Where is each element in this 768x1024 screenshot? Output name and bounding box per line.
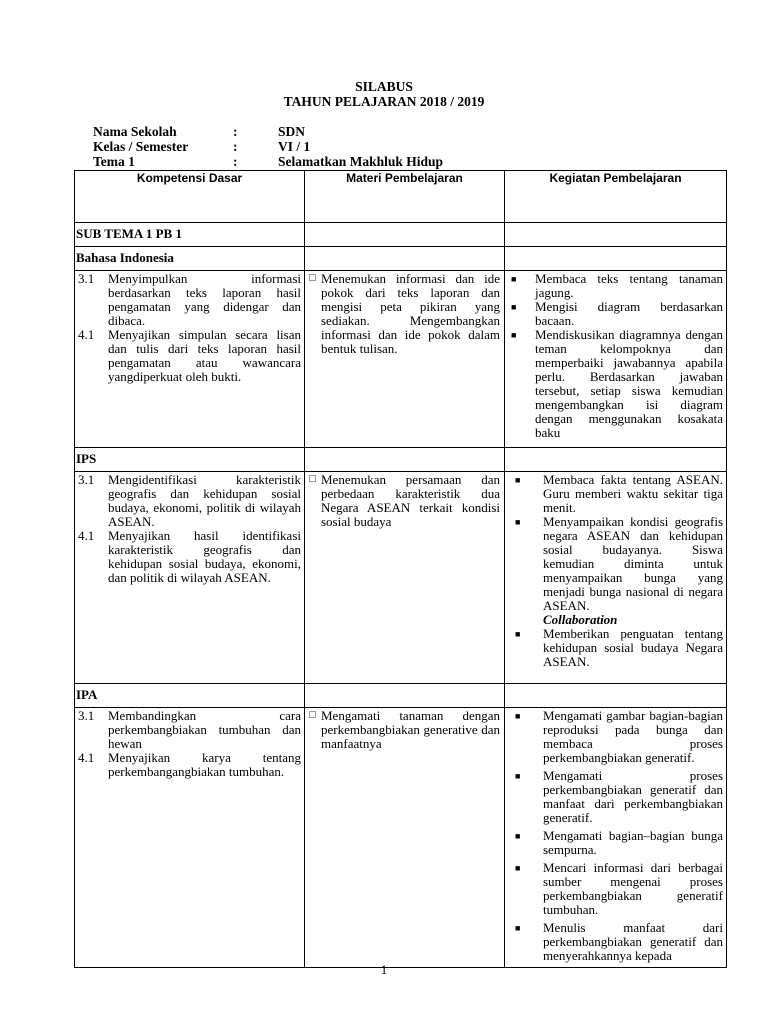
kd-item [78, 750, 301, 779]
collaboration-label: Collaboration [543, 612, 618, 627]
kd-cell [75, 271, 305, 448]
materi-cell [305, 271, 505, 448]
kd-text: Menyajikan simpulan secara lisan dan tulis dari teks laporan hasil pengamatan atau wawancara yangdiperkuat oleh bukti. [108, 327, 301, 384]
table-row [75, 271, 727, 448]
kd-item [78, 472, 301, 529]
kd-item [78, 327, 301, 384]
info-value: Selamatkan Makhluk Hidup [278, 154, 444, 169]
info-label: Tema 1 [93, 154, 135, 169]
kegiatan-text: Membaca teks tentang tanaman jagung. [535, 271, 723, 300]
kegiatan-text: Mendiskusikan diagramnya dengan teman kelompoknya dan memperbaiki jawabannya apabila perlu. Berdasarkan jawaban tersebut, setiap siswa kemudian mengembangkan isi diagram dengan menggunakan kosakata baku [535, 327, 723, 440]
kd-text: Membandingkan cara perkembangbiakan tumbuhan dan hewan [108, 708, 301, 751]
kegiatan-item [509, 473, 723, 515]
document-subtitle: TAHUN PELAJARAN 2018 / 2019 [283, 94, 485, 109]
kegiatan-item [509, 921, 723, 963]
bullet-icon: ■ [515, 923, 521, 933]
column-header: Kegiatan Pembelajaran [505, 171, 727, 223]
kegiatan-text: Mengamati bagian–bagian bunga sempurna. [543, 828, 723, 857]
materi-text: Menemukan informasi dan ide pokok dari teks laporan dan mengisi peta pikiran yang sediakan. Mengembangkan informasi dan ide pokok dalam bentuk tulisan. [321, 271, 500, 356]
checkbox-icon [309, 711, 316, 718]
kd-item [78, 708, 301, 751]
info-label: Kelas / Semester [93, 139, 189, 154]
kegiatan-cell [505, 472, 727, 684]
info-colon: : [233, 154, 238, 169]
kd-text: Menyajikan karya tentang perkembangangbiakan tumbuhan. [108, 750, 301, 779]
bullet-icon: ■ [515, 517, 521, 527]
document-title: SILABUS [355, 79, 413, 94]
bullet-icon: ■ [515, 629, 521, 639]
kd-number: 4.1 [78, 750, 95, 765]
kegiatan-item [509, 272, 723, 300]
kd-text: Menyajikan hasil identifikasi karakteristik geografis dan kehidupan sosial budaya, ekonomi, dan politik di wilayah ASEAN. [108, 528, 301, 585]
checkbox-icon [309, 475, 316, 482]
kegiatan-item [509, 861, 723, 917]
kegiatan-text: Mencari informasi dari berbagai sumber mengenai proses perkembangbiakan generatif tumbuhan. [543, 860, 723, 917]
kd-item [78, 271, 301, 328]
info-value: SDN [278, 124, 306, 139]
materi-cell [305, 472, 505, 684]
kd-number: 4.1 [78, 327, 95, 342]
info-colon: : [233, 124, 238, 139]
kd-number: 3.1 [78, 472, 95, 487]
bullet-icon: ■ [511, 330, 517, 340]
table-header-row [75, 171, 727, 223]
checkbox-icon [309, 274, 316, 281]
kegiatan-item [509, 829, 723, 857]
column-header: Materi Pembelajaran [305, 171, 505, 223]
kegiatan-cell [505, 708, 727, 968]
subtema-row [75, 223, 727, 247]
kegiatan-text: Mengamati proses perkembangbiakan generatif dan manfaat dari perkembangbiakan generatif. [543, 768, 723, 825]
kegiatan-item [509, 515, 723, 627]
bullet-icon: ■ [515, 475, 521, 485]
kd-number: 4.1 [78, 528, 95, 543]
info-colon: : [233, 139, 238, 154]
syllabus-table [74, 170, 727, 968]
bullet-icon: ■ [511, 274, 517, 284]
table-row [75, 708, 727, 968]
bullet-icon: ■ [515, 711, 521, 721]
bullet-icon: ■ [515, 831, 521, 841]
kegiatan-item [509, 627, 723, 669]
section-label: IPA [75, 684, 305, 708]
kegiatan-item [509, 300, 723, 328]
kegiatan-text: Mengisi diagram berdasarkan bacaan. [535, 299, 723, 328]
section-row [75, 448, 727, 472]
page-number: 1 [380, 962, 388, 977]
section-row [75, 247, 727, 271]
kegiatan-text: Menyampaikan kondisi geografis negara ASEAN dan kehidupan sosial budayanya. Siswa kemudian diminta untuk menyampaikan bunga yang menjadi bunga nasional di negara ASEAN. [543, 514, 723, 613]
kegiatan-text: Menulis manfaat dari perkembangbiakan generatif dan menyerahkannya kepada [543, 920, 723, 963]
kd-number: 3.1 [78, 271, 95, 286]
kegiatan-cell [505, 271, 727, 448]
kd-text: Mengidentifikasi karakteristik geografis dan kehidupan sosial budaya, ekonomi, politik di wilayah ASEAN. [108, 472, 301, 529]
bullet-icon: ■ [515, 863, 521, 873]
kd-item [78, 528, 301, 585]
column-header: Kompetensi Dasar [75, 171, 305, 223]
kegiatan-text: Membaca fakta tentang ASEAN. Guru memberi waktu sekitar tiga menit. [543, 472, 723, 515]
materi-text: Mengamati tanaman dengan perkembangbiakan generative dan manfaatnya [321, 708, 500, 751]
kd-number: 3.1 [78, 708, 95, 723]
bullet-icon: ■ [515, 771, 521, 781]
kegiatan-item [509, 328, 723, 440]
section-label: Bahasa Indonesia [75, 247, 305, 271]
kegiatan-item [509, 709, 723, 765]
kegiatan-item [509, 769, 723, 825]
materi-cell [305, 708, 505, 968]
kegiatan-text: Mengamati gambar bagian-bagian reproduksi pada bunga dan membaca proses perkembangbiakan generatif. [543, 708, 723, 765]
kd-text: Menyimpulkan informasi berdasarkan teks laporan hasil pengamatan yang didengar dan dibaca. [108, 271, 301, 328]
kd-cell [75, 708, 305, 968]
bullet-icon: ■ [511, 302, 517, 312]
info-label: Nama Sekolah [93, 124, 177, 139]
materi-text: Menemukan persamaan dan perbedaan karakteristik dua Negara ASEAN terkait kondisi sosial budaya [321, 472, 500, 529]
table-row [75, 472, 727, 684]
kegiatan-text: Memberikan penguatan tentang kehidupan sosial budaya Negara ASEAN. [543, 626, 723, 669]
section-label: IPS [75, 448, 305, 472]
kd-cell [75, 472, 305, 684]
subtema-label: SUB TEMA 1 PB 1 [75, 223, 305, 247]
info-value: VI / 1 [278, 139, 311, 154]
section-row [75, 684, 727, 708]
